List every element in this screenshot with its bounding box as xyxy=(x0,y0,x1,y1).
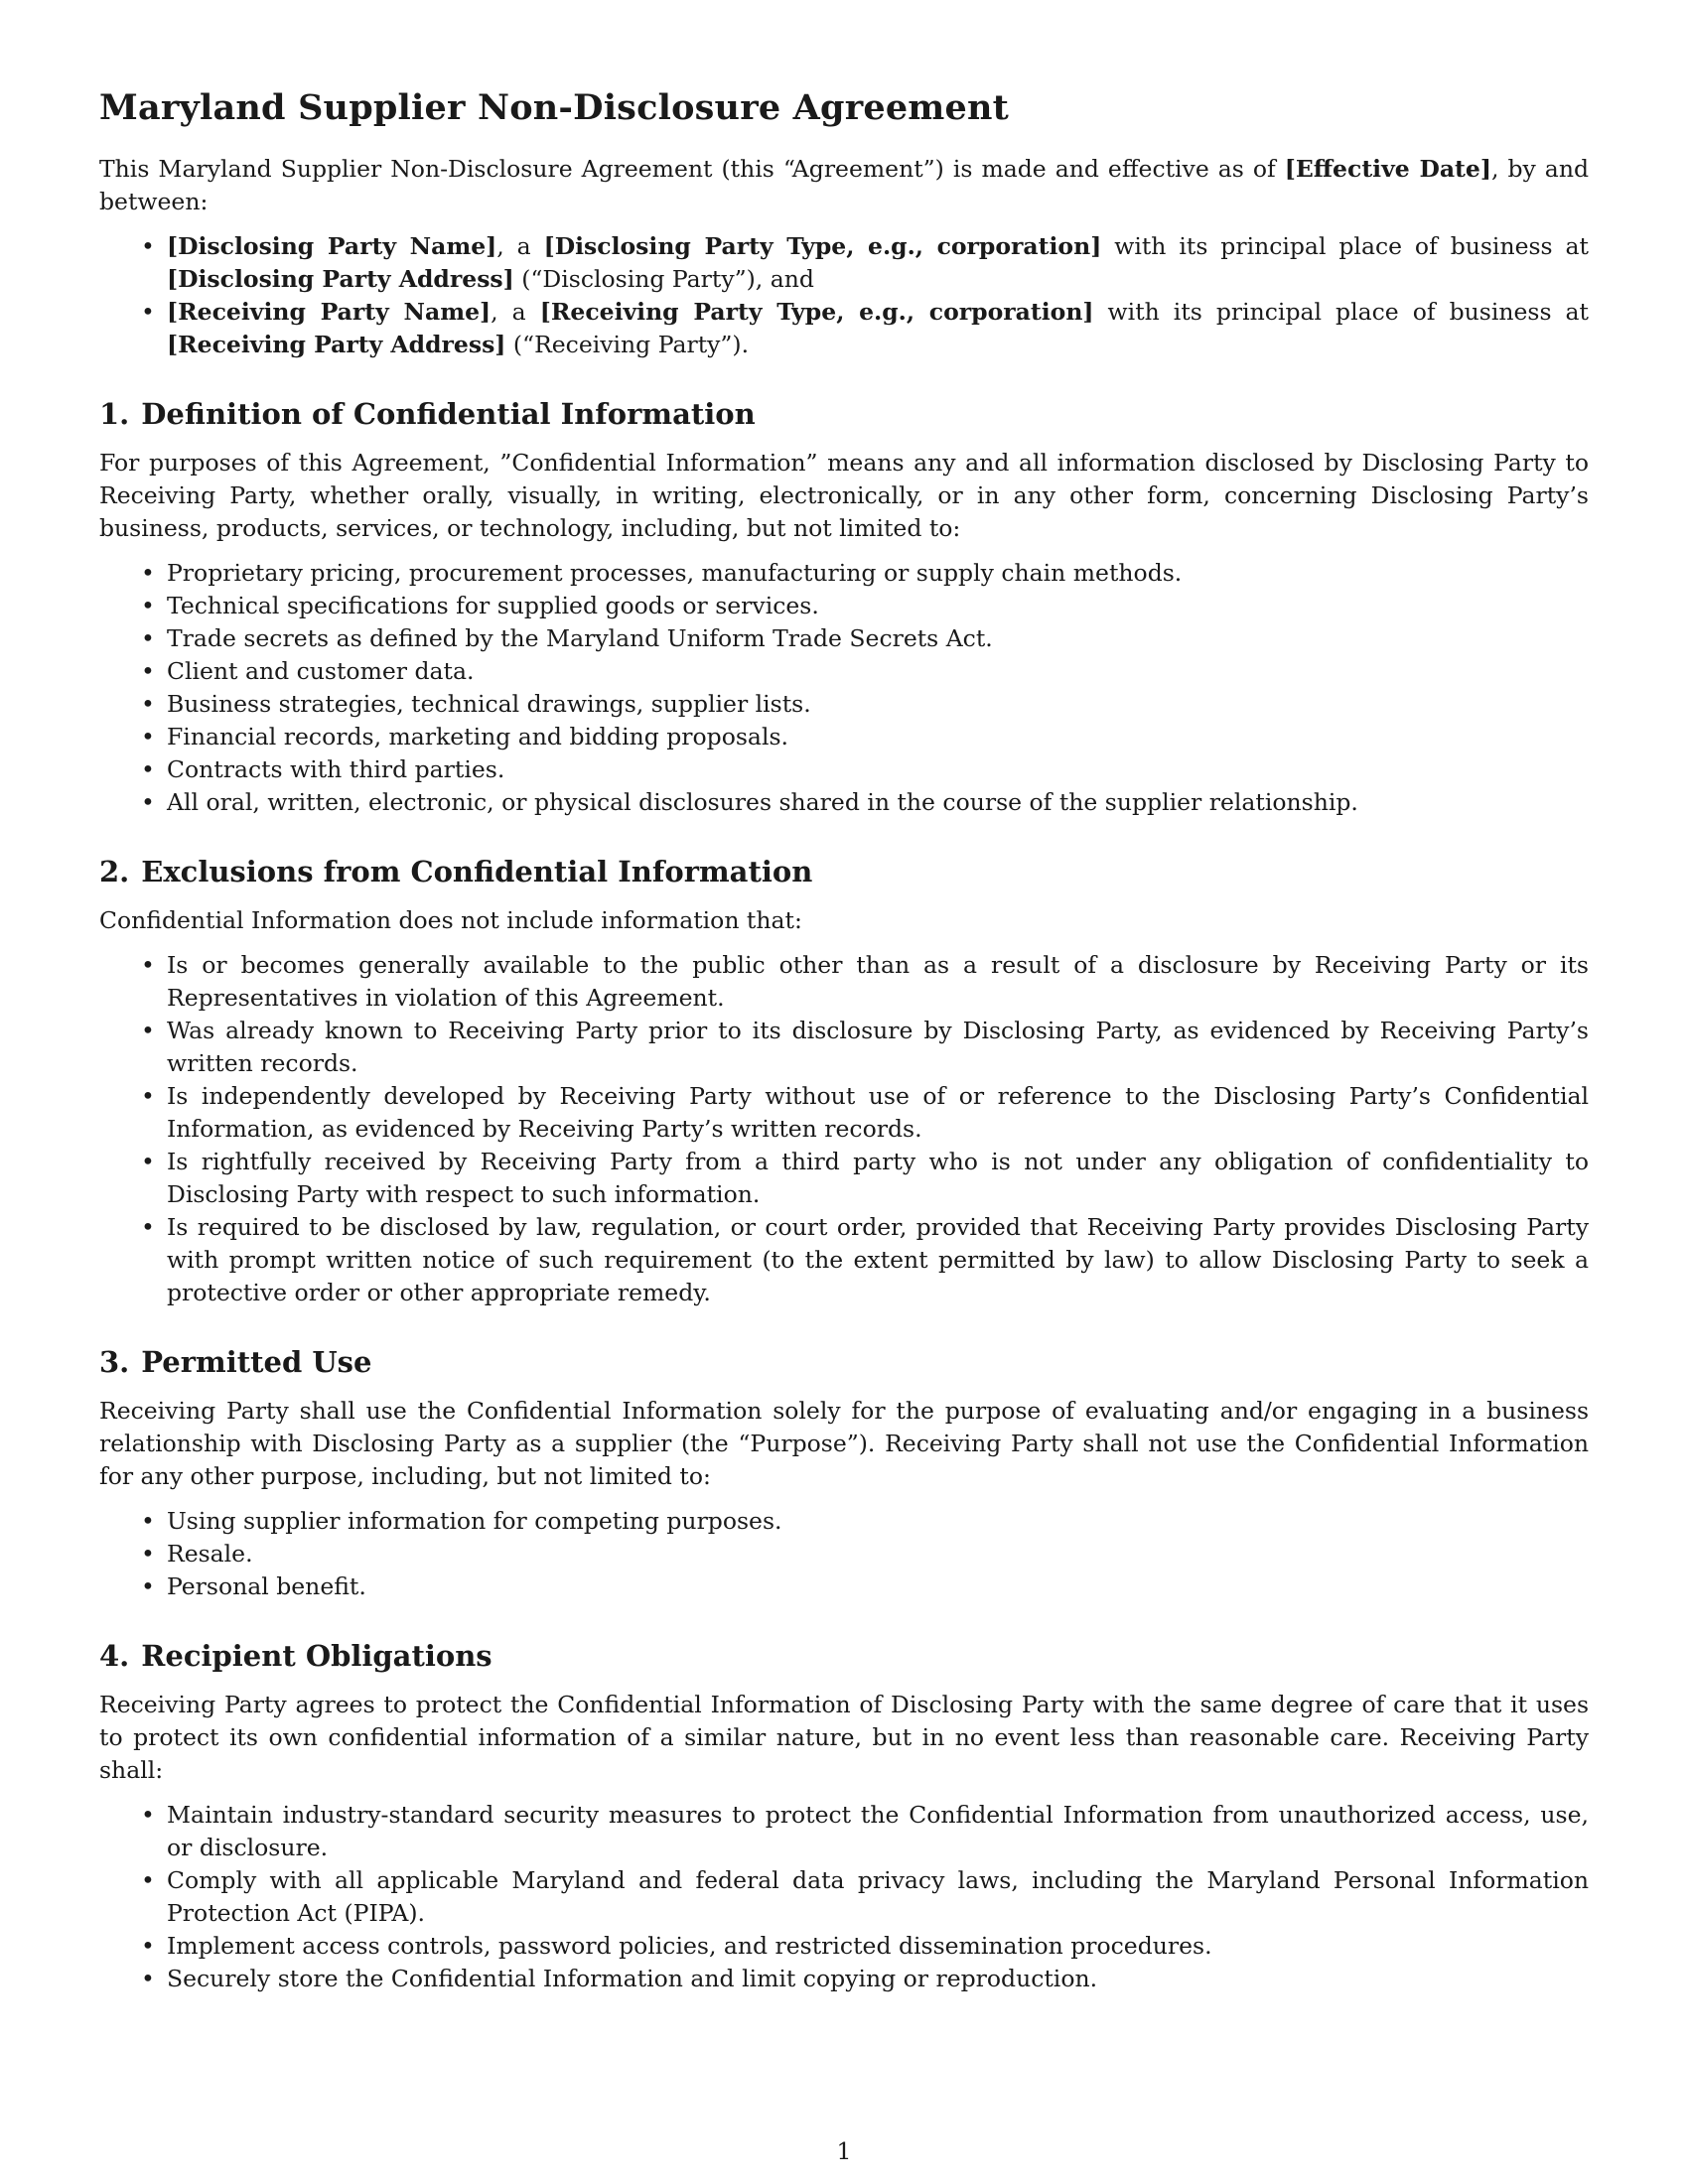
section-title: Definition of Confidential Information xyxy=(141,397,756,431)
parties-list xyxy=(99,230,1589,361)
party-type: [Receiving Party Type, e.g., corporation] xyxy=(539,298,1094,326)
section-list xyxy=(99,1505,1589,1603)
section-paragraph: For purposes of this Agreement, ”Confidential Information” means any and all information disclosed by Disclosing Party to Receiving Party, whether orally, visually, in writing, electronically, or in any other form, concerning Disclosing Party’s business, products, services, or technology, including, but not limited to: xyxy=(99,449,1589,542)
list-item: • Resale. xyxy=(167,1538,1589,1570)
list-item: • Client and customer data. xyxy=(167,655,1589,688)
list-item: • Business strategies, technical drawings, supplier lists. xyxy=(167,688,1589,721)
party-address: [Receiving Party Address] xyxy=(167,331,506,358)
list-item: • Contracts with third parties. xyxy=(167,753,1589,786)
list-item: • Technical specifications for supplied goods or services. xyxy=(167,590,1589,622)
section-title: Recipient Obligations xyxy=(141,1639,492,1673)
list-item: • Financial records, marketing and bidding proposals. xyxy=(167,721,1589,753)
effective-date-placeholder: [Effective Date] xyxy=(1284,155,1491,183)
list-item: • Trade secrets as defined by the Maryland Uniform Trade Secrets Act. xyxy=(167,622,1589,655)
list-item: • Is required to be disclosed by law, regulation, or court order, provided that Receiving Party provides Disclosing Party with prompt written notice of such requirement (to the extent permitted by law) to allow Disclosing Party to seek a protective order or other appropriate remedy. xyxy=(167,1211,1589,1309)
section-paragraph: Receiving Party agrees to protect the Confidential Information of Disclosing Party with the same degree of care that it uses to protect its own confidential information of a similar nature, but in no event less than reasonable care. Receiving Party shall: xyxy=(99,1691,1589,1784)
party-separator: , a xyxy=(491,298,540,326)
section-4 xyxy=(99,1637,1589,1995)
section-title: Exclusions from Confidential Information xyxy=(141,855,813,888)
list-item: • Personal benefit. xyxy=(167,1570,1589,1603)
party-type: [Disclosing Party Type, e.g., corporation] xyxy=(543,232,1102,260)
list-item: • Securely store the Confidential Information and limit copying or reproduction. xyxy=(167,1963,1589,1995)
party-suffix: (“Receiving Party”). xyxy=(505,331,750,358)
section-heading xyxy=(99,395,1589,433)
document-page xyxy=(99,85,1589,1995)
page-number: 1 xyxy=(836,2137,852,2165)
list-item: • Comply with all applicable Maryland and federal data privacy laws, including the Maryland Personal Information Protection Act (PIPA). xyxy=(167,1864,1589,1930)
list-item: • Maintain industry-standard security measures to protect the Confidential Information from unauthorized access, use, or disclosure. xyxy=(167,1799,1589,1864)
list-item: • Is independently developed by Receiving Party without use of or reference to the Disclosing Party’s Confidential Information, as evidenced by Receiving Party’s written records. xyxy=(167,1080,1589,1146)
section-heading xyxy=(99,1637,1589,1675)
party-suffix: (“Disclosing Party”), and xyxy=(513,265,814,293)
section-paragraph: Confidential Information does not include information that: xyxy=(99,906,802,934)
list-item: • Implement access controls, password policies, and restricted dissemination procedures. xyxy=(167,1930,1589,1963)
list-item: • Is rightfully received by Receiving Party from a third party who is not under any obligation of confidentiality to Disclosing Party with respect to such information. xyxy=(167,1146,1589,1211)
party-separator: with its principal place of business at xyxy=(1093,298,1589,326)
section-number: 3. xyxy=(99,1345,130,1379)
intro-paragraph xyxy=(99,153,1589,218)
party-name: [Receiving Party Name] xyxy=(167,298,492,326)
section-number: 1. xyxy=(99,397,130,431)
section-heading xyxy=(99,853,1589,890)
party-address: [Disclosing Party Address] xyxy=(167,265,514,293)
section-1 xyxy=(99,395,1589,819)
section-list xyxy=(99,557,1589,819)
list-item: • Proprietary pricing, procurement processes, manufacturing or supply chain methods. xyxy=(167,557,1589,590)
list-item: • Was already known to Receiving Party prior to its disclosure by Disclosing Party, as evidenced by Receiving Party’s written records. xyxy=(167,1015,1589,1080)
list-item: • All oral, written, electronic, or physical disclosures shared in the course of the supplier relationship. xyxy=(167,786,1589,819)
section-list xyxy=(99,1799,1589,1995)
party-name: [Disclosing Party Name] xyxy=(167,232,497,260)
section-title: Permitted Use xyxy=(141,1345,372,1379)
party-item-disclosing xyxy=(167,230,1589,296)
section-2 xyxy=(99,853,1589,1309)
section-heading xyxy=(99,1343,1589,1381)
party-separator: with its principal place of business at xyxy=(1101,232,1589,260)
party-item-receiving xyxy=(167,296,1589,361)
section-3 xyxy=(99,1343,1589,1603)
section-paragraph: Receiving Party shall use the Confidential Information solely for the purpose of evaluating and/or engaging in a business relationship with Disclosing Party as a supplier (the “Purpose”). Receiving Party shall not use the Confidential Information for any other purpose, including, but not limited to: xyxy=(99,1397,1589,1490)
party-separator: , a xyxy=(496,232,544,260)
section-list xyxy=(99,949,1589,1309)
list-item: • Is or becomes generally available to the public other than as a result of a disclosure by Receiving Party or its Representatives in violation of this Agreement. xyxy=(167,949,1589,1015)
intro-text-2: , by and between: xyxy=(99,155,1589,215)
section-number: 2. xyxy=(99,855,130,888)
document-title: Maryland Supplier Non-Disclosure Agreement xyxy=(99,87,1010,128)
section-number: 4. xyxy=(99,1639,130,1673)
intro-text-1: This Maryland Supplier Non-Disclosure Agreement (this “Agreement”) is made and effective as of xyxy=(99,155,1285,183)
list-item: • Using supplier information for competing purposes. xyxy=(167,1505,1589,1538)
